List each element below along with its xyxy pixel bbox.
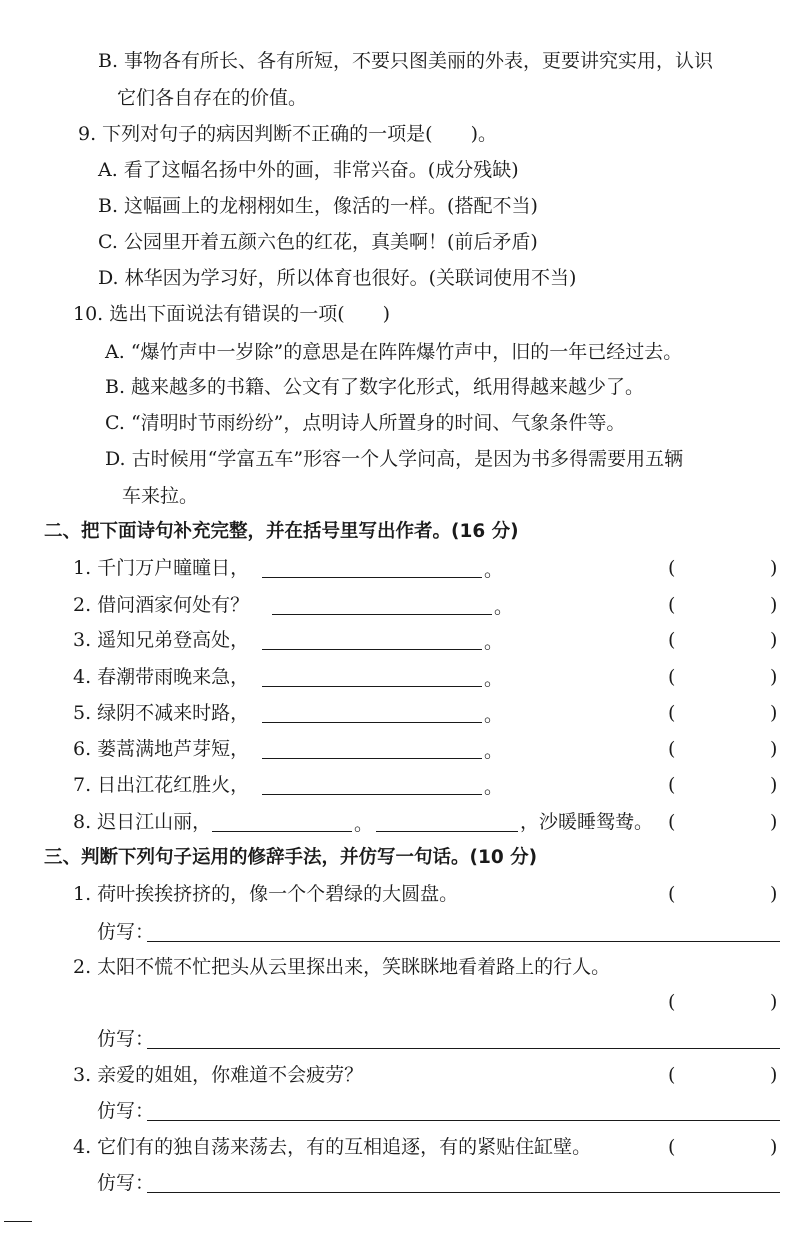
q8-option-b-line2: 它们各自存在的价值。: [117, 87, 308, 109]
author-close-paren: ): [770, 557, 778, 579]
q8-option-b-line1: B. 事物各有所长、各有所短，不要只图美丽的外表，更要讲究实用，认识: [98, 50, 714, 72]
q9-option-a: A. 看了这幅名扬中外的画，非常兴奋。(成分残缺): [98, 159, 519, 181]
q9-stem: 9. 下列对句子的病因判断不正确的一项是( )。: [78, 123, 497, 145]
answer-blank[interactable]: [262, 722, 482, 723]
answer-close-paren: ): [770, 991, 778, 1013]
period-mark: 。: [484, 631, 504, 653]
author-close-paren: ): [770, 774, 778, 796]
section3-heading: 三、判断下列句子运用的修辞手法，并仿写一句话。(10 分): [44, 847, 538, 868]
period-mark: 。: [484, 776, 504, 798]
author-open-paren: (: [668, 629, 676, 651]
imitate-label: 仿写：: [97, 1028, 155, 1050]
answer-close-paren: ): [770, 883, 778, 905]
q10-option-c: C. “清明时节雨纷纷”，点明诗人所置身的时间、气象条件等。: [105, 412, 626, 434]
section2-heading: 二、把下面诗句补充完整，并在括号里写出作者。(16 分): [44, 521, 519, 542]
q10-stem: 10. 选出下面说法有错误的一项( ): [73, 303, 391, 325]
answer-close-paren: ): [770, 1136, 778, 1158]
q10-option-d-line2: 车来拉。: [122, 485, 199, 507]
q9-option-d: D. 林华因为学习好，所以体育也很好。(关联词使用不当): [98, 267, 577, 289]
answer-blank[interactable]: [262, 794, 482, 795]
q9-option-b: B. 这幅画上的龙栩栩如生，像活的一样。(搭配不当): [98, 195, 538, 217]
author-close-paren: ): [770, 738, 778, 760]
period-mark: 。: [484, 668, 504, 690]
poem-item-text: 7. 日出江花红胜火，: [73, 774, 250, 796]
period-mark: 。: [354, 813, 374, 835]
imitate-label: 仿写：: [97, 1172, 155, 1194]
answer-open-paren: (: [668, 1064, 676, 1086]
author-close-paren: ): [770, 666, 778, 688]
answer-blank[interactable]: [262, 686, 482, 687]
answer-close-paren: ): [770, 1064, 778, 1086]
answer-blank[interactable]: [262, 758, 482, 759]
rhetoric-item-text: 3. 亲爱的姐姐，你难道不会疲劳？: [73, 1064, 364, 1086]
q10-option-a: A. “爆竹声中一岁除”的意思是在阵阵爆竹声中，旧的一年已经过去。: [105, 341, 683, 363]
poem-item-text: 1. 千门万户曈曈日，: [73, 557, 250, 579]
answer-blank[interactable]: [262, 577, 482, 578]
q10-option-d: D. 古时候用“学富五车”形容一个人学问高，是因为书多得需要用五辆: [105, 448, 684, 470]
poem-item-text: 5. 绿阴不减来时路，: [73, 702, 250, 724]
rhetoric-item-text: 4. 它们有的独自荡来荡去，有的互相追逐，有的紧贴住缸壁。: [73, 1136, 592, 1158]
author-close-paren: ): [770, 629, 778, 651]
imitate-blank[interactable]: [147, 1120, 780, 1121]
period-mark: 。: [484, 704, 504, 726]
answer-blank[interactable]: [272, 614, 492, 615]
answer-blank[interactable]: [212, 831, 352, 832]
poem-item-tail: ，沙暖睡鸳鸯。: [520, 811, 654, 833]
author-open-paren: (: [668, 738, 676, 760]
answer-open-paren: (: [668, 883, 676, 905]
answer-open-paren: (: [668, 1136, 676, 1158]
imitate-blank[interactable]: [147, 1192, 780, 1193]
answer-open-paren: (: [668, 991, 676, 1013]
q9-option-c: C. 公园里开着五颜六色的红花，真美啊！(前后矛盾): [98, 231, 538, 253]
period-mark: 。: [484, 559, 504, 581]
poem-item-text: 4. 春潮带雨晚来急，: [73, 666, 250, 688]
imitate-blank[interactable]: [147, 1048, 780, 1049]
rhetoric-item-text: 1. 荷叶挨挨挤挤的，像一个个碧绿的大圆盘。: [73, 883, 459, 905]
poem-item-text: 2. 借问酒家何处有？: [73, 594, 250, 616]
period-mark: 。: [484, 740, 504, 762]
author-close-paren: ): [770, 702, 778, 724]
poem-item-text: 6. 蒌蒿满地芦芽短，: [73, 738, 250, 760]
poem-item-text: 8. 迟日江山丽，: [73, 811, 212, 833]
imitate-blank[interactable]: [147, 941, 780, 942]
author-open-paren: (: [668, 594, 676, 616]
author-open-paren: (: [668, 666, 676, 688]
author-open-paren: (: [668, 774, 676, 796]
answer-blank[interactable]: [262, 649, 482, 650]
q10-option-b: B. 越来越多的书籍、公文有了数字化形式，纸用得越来越少了。: [105, 376, 645, 398]
poem-item-text: 3. 遥知兄弟登高处，: [73, 629, 250, 651]
imitate-label: 仿写：: [97, 921, 155, 943]
answer-blank[interactable]: [376, 831, 518, 832]
imitate-label: 仿写：: [97, 1100, 155, 1122]
period-mark: 。: [494, 596, 514, 618]
page-corner-rule: [4, 1221, 32, 1222]
author-open-paren: (: [668, 557, 676, 579]
rhetoric-item-text: 2. 太阳不慌不忙把头从云里探出来，笑眯眯地看着路上的行人。: [73, 956, 611, 978]
author-open-paren: (: [668, 702, 676, 724]
author-open-paren: (: [668, 811, 676, 833]
author-close-paren: ): [770, 594, 778, 616]
author-close-paren: ): [770, 811, 778, 833]
